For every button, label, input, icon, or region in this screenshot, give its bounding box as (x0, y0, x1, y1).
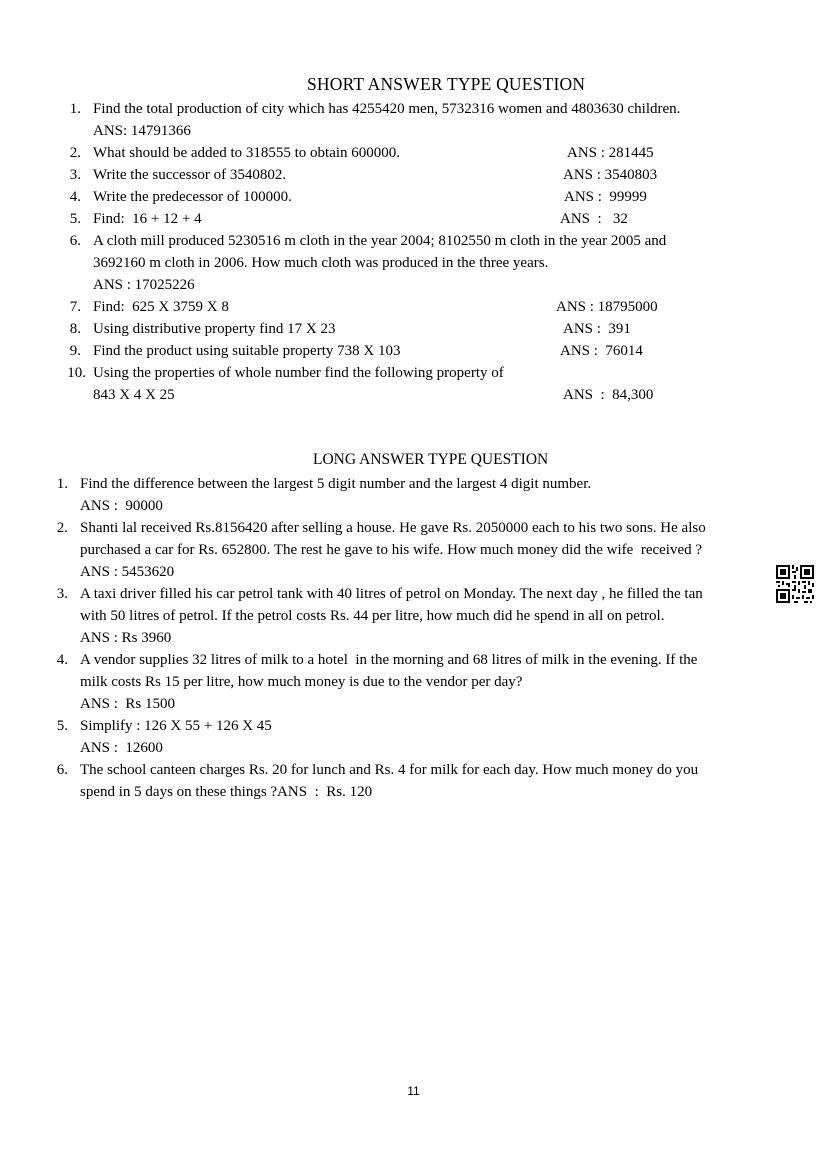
answer-text: ANS : 281445 (567, 145, 654, 161)
question-text: purchased a car for Rs. 652800. The rest he gave to his wife. How much money did the wife received ? (80, 542, 703, 558)
answer-text: ANS : 3540803 (563, 167, 658, 183)
question-number: 2. (69, 145, 81, 161)
question-text: spend in 5 days on these things ?ANS : Rs. 120 (80, 784, 373, 800)
question-number: 4. (56, 652, 68, 668)
question-text: A cloth mill produced 5230516 m cloth in the year 2004; 8102550 m cloth in the year 2005 and (93, 233, 667, 249)
question-number: 9. (69, 343, 81, 359)
long-answer-section-title: LONG ANSWER TYPE QUESTION (313, 451, 549, 468)
qr-code-icon (776, 565, 814, 603)
question-text: A vendor supplies 32 litres of milk to a hotel in the morning and 68 litres of milk in the evening. If the (80, 652, 698, 668)
question-number: 6. (56, 762, 68, 778)
question-number: 5. (56, 718, 68, 734)
question-number: 6. (69, 233, 81, 249)
question-number: 10. (67, 365, 86, 381)
answer-text: ANS : Rs 3960 (80, 630, 172, 646)
answer-text: ANS : 99999 (564, 189, 647, 205)
answer-text: ANS : 32 (560, 211, 628, 227)
question-text: Find: 625 X 3759 X 8 (93, 299, 229, 315)
question-text: Write the successor of 3540802. (93, 167, 287, 183)
question-text: Find: 16 + 12 + 4 (93, 211, 202, 227)
answer-text: ANS : 90000 (80, 498, 163, 514)
question-number: 3. (69, 167, 81, 183)
question-number: 5. (69, 211, 81, 227)
question-number: 3. (56, 586, 68, 602)
question-text: 843 X 4 X 25 (93, 387, 175, 403)
question-number: 4. (69, 189, 81, 205)
question-number: 1. (56, 476, 68, 492)
question-text: 3692160 m cloth in 2006. How much cloth was produced in the three years. (93, 255, 549, 271)
question-text: Shanti lal received Rs.8156420 after selling a house. He gave Rs. 2050000 each to his two sons. He also (80, 520, 706, 536)
answer-text: ANS : 17025226 (93, 277, 195, 293)
question-text: Find the product using suitable property 738 X 103 (93, 343, 401, 359)
answer-text: ANS : 84,300 (563, 387, 654, 403)
answer-text: ANS: 14791366 (93, 123, 191, 139)
question-text: milk costs Rs 15 per litre, how much money is due to the vendor per day? (80, 674, 523, 690)
question-number: 8. (69, 321, 81, 337)
answer-text: ANS : 391 (563, 321, 631, 337)
question-text: Find the difference between the largest 5 digit number and the largest 4 digit number. (80, 476, 592, 492)
answer-text: ANS : 18795000 (556, 299, 658, 315)
question-number: 7. (69, 299, 81, 315)
answer-text: ANS : 5453620 (80, 564, 175, 580)
question-text: Find the total production of city which has 4255420 men, 5732316 women and 4803630 children. (93, 101, 681, 117)
question-number: 2. (56, 520, 68, 536)
answer-text: ANS : Rs 1500 (80, 696, 176, 712)
page-number: 11 (407, 1084, 420, 1098)
answer-text: ANS : 76014 (560, 343, 643, 359)
short-answer-section-title: SHORT ANSWER TYPE QUESTION (307, 74, 586, 94)
question-text: with 50 litres of petrol. If the petrol costs Rs. 44 per litre, how much did he spend in all on petrol. (80, 608, 665, 624)
question-text: A taxi driver filled his car petrol tank with 40 litres of petrol on Monday. The next day , he filled the tan (80, 586, 703, 602)
question-text: Using the properties of whole number find the following property of (93, 365, 504, 381)
question-text: Simplify : 126 X 55 + 126 X 45 (80, 718, 272, 734)
question-number: 1. (69, 101, 81, 117)
question-text: Write the predecessor of 100000. (93, 189, 292, 205)
question-text: The school canteen charges Rs. 20 for lunch and Rs. 4 for milk for each day. How much money do you (80, 762, 699, 778)
answer-text: ANS : 12600 (80, 740, 163, 756)
question-text: What should be added to 318555 to obtain 600000. (93, 145, 401, 161)
question-text: Using distributive property find 17 X 23 (93, 321, 336, 337)
